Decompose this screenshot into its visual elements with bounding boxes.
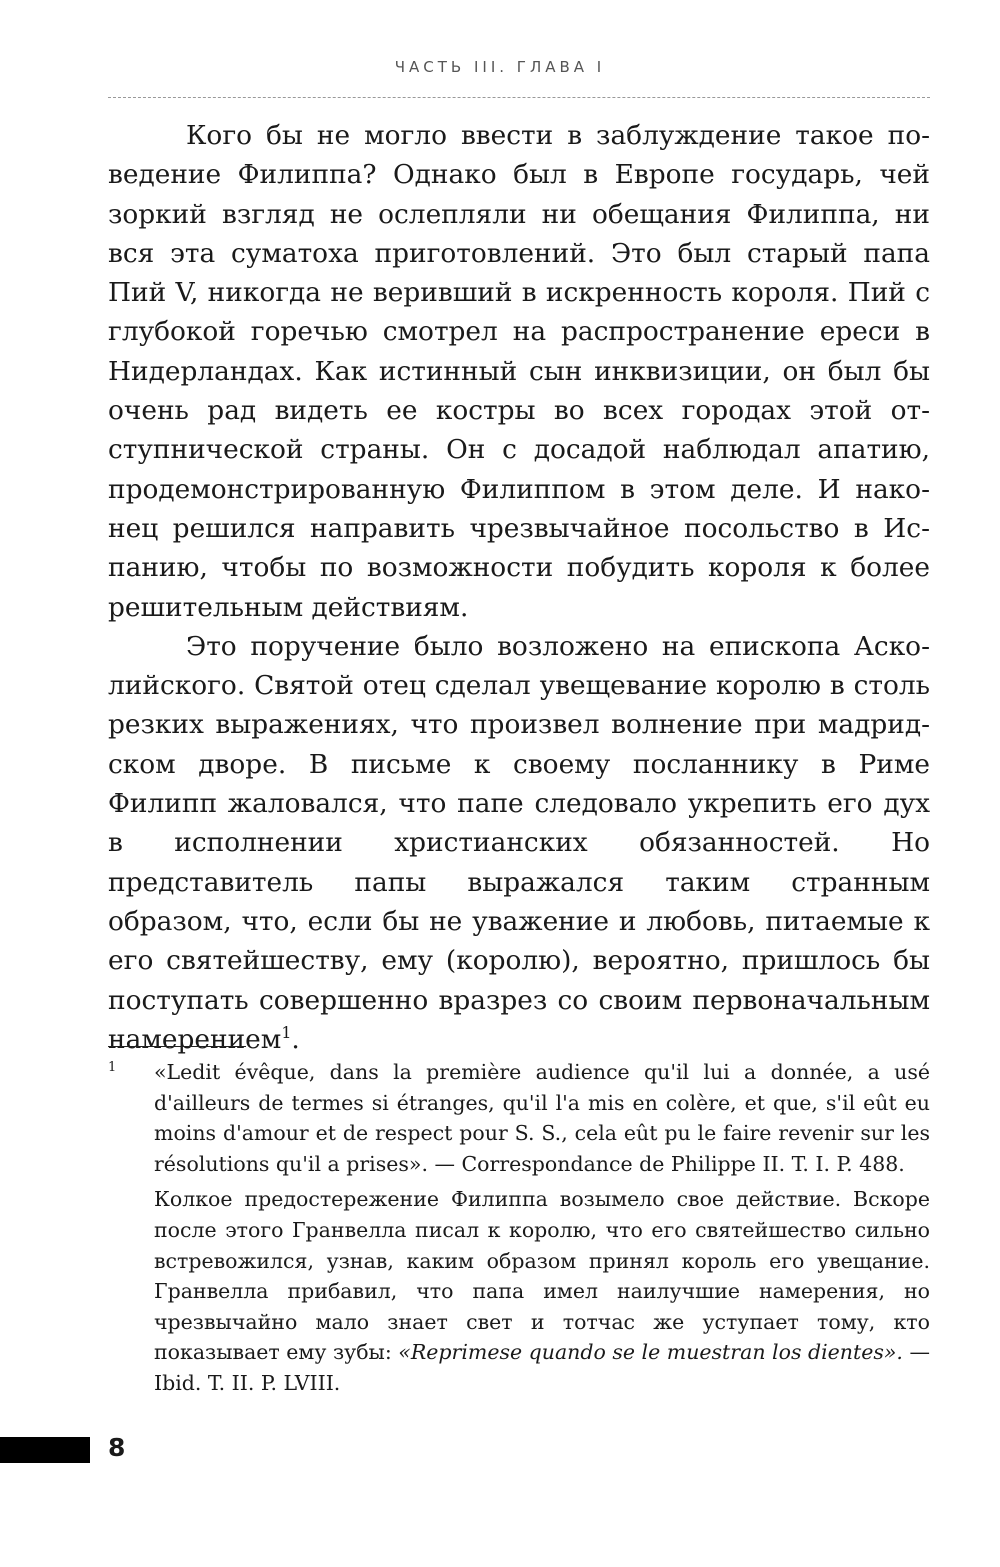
paragraph-text: Это поручение было возложено на епископа Асколийского. Святой отец сделал увещевание королю в столь резких выражениях, что произвел волнение при мадридском дворе. В письме к своему посланнику в Риме Филипп жаловался, что папе следовало укрепить его дух в исполнении христианских обязанностей. Но представитель папы выражался таким странным образом, что, если бы не уважение и любовь, питаемые к его святейшеству, ему (королю), вероятно, пришлось бы поступать совершенно вразрез со своим первоначальным намерением <box>108 630 930 1055</box>
page-edge-bar <box>0 1437 90 1463</box>
footnote-quote: «Ledit évêque, dans la première audience qu'il lui a donnée, a usé d'ailleurs de termes si étranges, qu'il l'a mis en colère, et que, s'il eût eu moins d'amour et de respect pour S. S., cela eût pu le faire revenir sur les résolutions qu'il a prises». — Correspondance de Philippe II. T. I. P. 488. <box>154 1060 930 1176</box>
footnote-commentary <box>154 1184 930 1398</box>
footnote-divider <box>108 1046 246 1047</box>
footnote-source: — Ibid. T. II. P. LVIII. <box>154 1340 930 1395</box>
footnote-italic-quote: «Reprimese quando se le muestran los dientes». <box>398 1340 903 1365</box>
running-head: ЧАСТЬ III. ГЛАВА I <box>394 58 606 76</box>
footnote-reference[interactable]: 1 <box>281 1023 292 1043</box>
footnote-marker: 1 <box>108 1060 117 1075</box>
page-number: 8 <box>108 1433 126 1462</box>
paragraph: Это поручение было возложено на епископа Асколийского. Святой отец сделал увещевание королю в столь резких выражениях, что произвел волнение при мадридском дворе. В письме к своему посланнику в Риме Филипп жаловался, что папе следовало укрепить его дух в исполнении христианских обязанностей. Но представитель папы выражался таким странным образом, что, если бы не уважение и любовь, питаемые к его святейшеству, ему (королю), вероятно, пришлось бы поступать совершенно вразрез со своим первоначальным намерением$^1$. <box>108 630 930 1055</box>
main-text <box>108 116 930 1059</box>
footnote <box>108 1057 930 1399</box>
footnote-body <box>154 1057 930 1399</box>
footnote-commentary-text: Колкое предостережение Филиппа возымело свое действие. Вскоре после этого Гранвелла писал к королю, что его святейшество сильно встревожился, узнав, каким образом принял король его увещание. Гранвелла прибавил, что папа имел наилучшие намерения, но чрезвычайно мало знает свет и тотчас же уступает тому, кто показывает ему зубы: <box>154 1187 930 1365</box>
paragraph: Кого бы не могло ввести в заблуждение такое поведение Филиппа? Однако был в Европе государь, чей зоркий взгляд не ослепляли ни обещания Филиппа, ни вся эта суматоха приготовлений. Это был старый папа Пий V, никогда не веривший в искренность короля. Пий с глубокой горечью смотрел на распространение ереси в Нидерландах. Как истинный сын инквизиции, он был бы очень рад видеть ее костры во всех городах этой отступнической страны. Он с досадой наблюдал апатию, продемонстрированную Филиппом в этом деле. И наконец решился направить чрезвычайное посольство в Испанию, чтобы по возможности побудить короля к более решительным действиям. <box>108 120 930 623</box>
header-divider <box>108 97 930 98</box>
